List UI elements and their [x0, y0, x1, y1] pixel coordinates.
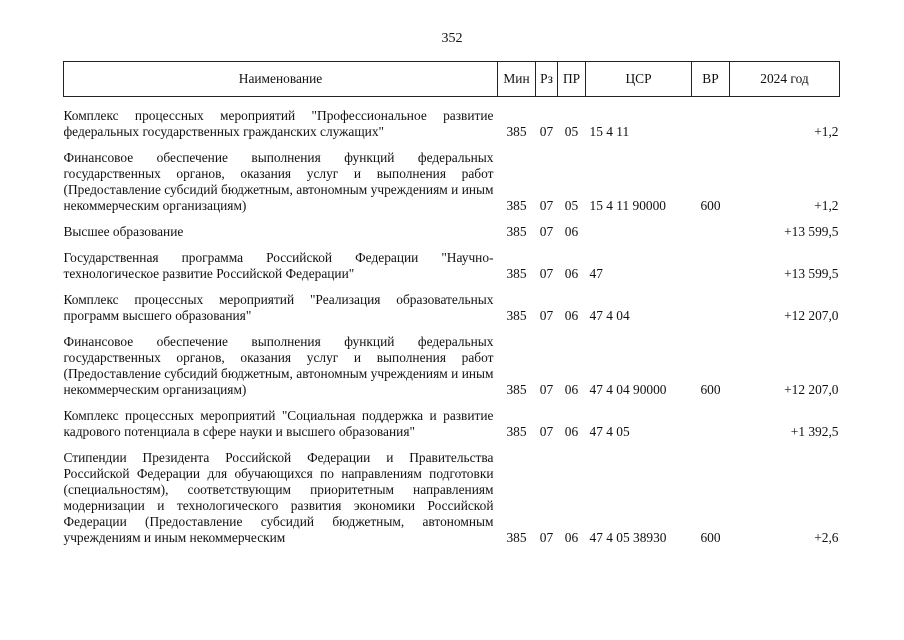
- row-vr: [692, 224, 730, 240]
- table-header-row: [64, 62, 840, 97]
- table-row: [64, 408, 840, 440]
- row-vr: 600: [700, 530, 721, 545]
- gap-row: [64, 324, 840, 334]
- gap-row: [64, 240, 840, 250]
- row-min: 385: [506, 382, 527, 397]
- row-pr: 06: [564, 308, 579, 323]
- row-min: 385: [506, 308, 527, 323]
- row-amount: +12 207,0: [784, 382, 839, 397]
- row-rz: 07: [539, 198, 554, 213]
- row-pr: 06: [564, 382, 579, 397]
- page-number: 352: [441, 31, 463, 46]
- row-name: Комплекс процессных мероприятий "Профессиональное развитие федеральных государственных гражданских служащих": [63, 108, 494, 139]
- row-name: Комплекс процессных мероприятий "Реализация образовательных программ высшего образования": [63, 292, 494, 323]
- row-rz: 07: [539, 382, 554, 397]
- row-min: 385: [506, 224, 527, 239]
- row-amount: +2,6: [814, 530, 839, 545]
- header-rz: Рз: [536, 62, 558, 97]
- row-name: Государственная программа Российской Федерации "Научно-технологическое развитие Российской Федерации": [63, 250, 494, 281]
- gap-row: [64, 140, 840, 150]
- row-pr: 05: [564, 198, 579, 213]
- row-csr: 15 4 11 90000: [589, 198, 666, 213]
- row-amount: +13 599,5: [784, 266, 839, 281]
- header-min: Мин: [498, 62, 536, 97]
- row-min: 385: [506, 424, 527, 439]
- row-csr: 47 4 04 90000: [589, 382, 667, 397]
- spacer-row: [64, 97, 840, 109]
- gap-row: [64, 398, 840, 408]
- row-name: Финансовое обеспечение выполнения функций федеральных государственных органов, оказания услуг и выполнения работ (Предоставление субсидий бюджетным, автономным учреждениям и иным некоммерческим организациям): [63, 334, 494, 397]
- row-vr: [692, 108, 730, 140]
- row-name: Высшее образование: [63, 224, 184, 239]
- gap-row: [64, 440, 840, 450]
- table-row: [64, 450, 840, 546]
- row-pr: 06: [564, 424, 579, 439]
- row-name: Финансовое обеспечение выполнения функций федеральных государственных органов, оказания услуг и выполнения работ (Предоставление субсидий бюджетным, автономным учреждениям и иным некоммерческим организациям): [63, 150, 494, 213]
- row-pr: 06: [564, 224, 579, 239]
- row-vr: 600: [700, 382, 721, 397]
- gap-row: [64, 282, 840, 292]
- row-min: 385: [506, 124, 527, 139]
- row-amount: +1,2: [814, 124, 839, 139]
- table-row: [64, 108, 840, 140]
- row-rz: 07: [539, 124, 554, 139]
- header-vr: ВР: [692, 62, 730, 97]
- row-vr: 600: [700, 198, 721, 213]
- row-rz: 07: [539, 266, 554, 281]
- row-vr: [692, 408, 730, 440]
- row-csr: 15 4 11: [589, 124, 630, 139]
- header-csr: ЦСР: [586, 62, 692, 97]
- row-min: 385: [506, 530, 527, 545]
- row-name: Комплекс процессных мероприятий "Социальная поддержка и развитие кадрового потенциала в сфере науки и высшего образования": [63, 408, 494, 439]
- table-body: [64, 97, 840, 547]
- row-csr: 47 4 05 38930: [589, 530, 667, 545]
- row-vr: [692, 250, 730, 282]
- row-rz: 07: [539, 224, 554, 239]
- header-name: Наименование: [64, 62, 498, 97]
- table-row: [64, 250, 840, 282]
- row-min: 385: [506, 266, 527, 281]
- row-name: Стипендии Президента Российской Федерации и Правительства Российской Федерации для обучающихся по направлениям подготовки (специальностям), соответствующим приоритетным направлениям модернизации и технологического развития экономики Российской Федерации (Предоставление субсидий бюджетным, автономным учреждениям и иным некоммерческим: [63, 450, 494, 545]
- row-amount: +13 599,5: [784, 224, 839, 239]
- row-min: 385: [506, 198, 527, 213]
- row-rz: 07: [539, 424, 554, 439]
- table-row: [64, 292, 840, 324]
- table-row: [64, 224, 840, 240]
- row-amount: +1,2: [814, 198, 839, 213]
- gap-row: [64, 214, 840, 224]
- row-csr: 47: [589, 266, 603, 281]
- row-pr: 06: [564, 530, 579, 545]
- budget-table: [63, 61, 840, 546]
- row-csr: 47 4 04: [589, 308, 630, 323]
- row-rz: 07: [539, 530, 554, 545]
- header-amount: 2024 год: [730, 62, 840, 97]
- row-amount: +1 392,5: [790, 424, 839, 439]
- row-amount: +12 207,0: [784, 308, 839, 323]
- table-row: [64, 150, 840, 214]
- row-rz: 07: [539, 308, 554, 323]
- header-pr: ПР: [558, 62, 586, 97]
- row-pr: 06: [564, 266, 579, 281]
- table-row: [64, 334, 840, 398]
- row-csr: 47 4 05: [589, 424, 630, 439]
- row-csr: [586, 224, 692, 240]
- row-pr: 05: [564, 124, 579, 139]
- row-vr: [692, 292, 730, 324]
